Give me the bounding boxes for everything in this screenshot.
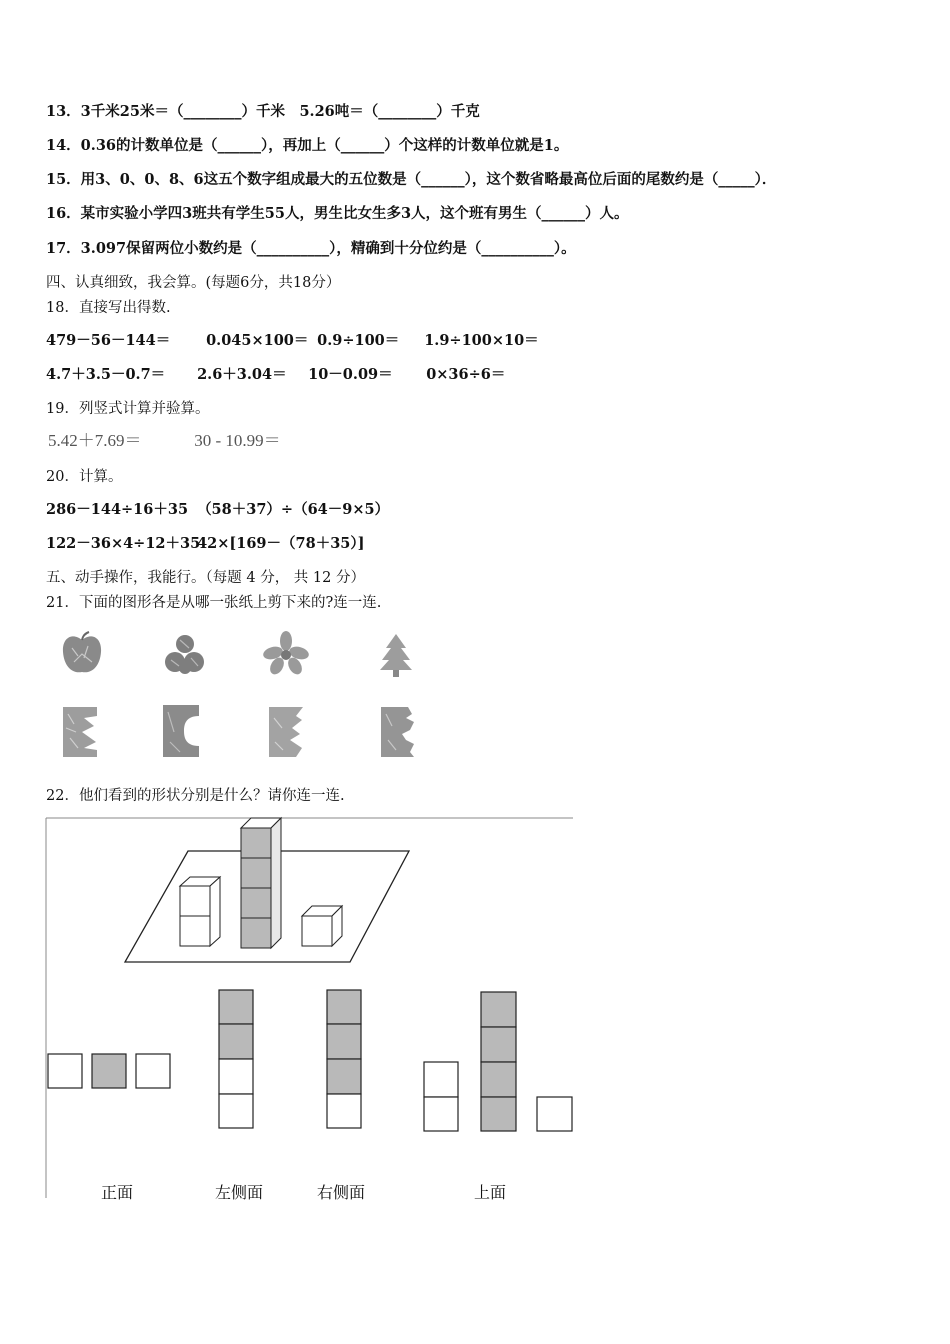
question-14: 14．0.36的计数单位是（______），再加上（______）个这样的计数单位就是1。 — [46, 137, 569, 154]
calc-item: 286－144÷16＋35 — [46, 501, 189, 518]
calc-item: 2.6＋3.04＝ — [197, 366, 287, 383]
calc-item: 42×[169－（78＋35）] — [197, 535, 365, 552]
front-view-shape — [48, 1054, 170, 1088]
question-15: 15．用3、0、0、8、6这五个数字组成最大的五位数是（______），这个数省略最高位后面的尾数约是（_____）． — [46, 171, 777, 188]
gray-cube-stack-4 — [241, 818, 281, 948]
calc-item: 0.045×100＝ — [206, 332, 309, 349]
white-cube-single — [302, 906, 342, 946]
calc-item: 0.9÷100＝ — [317, 332, 400, 349]
calc-item: 4.7＋3.5－0.7＝ — [46, 366, 166, 383]
calc-item: 0×36÷6＝ — [426, 366, 506, 383]
calc-item: 10－0.09＝ — [308, 366, 393, 383]
view-label-left: 左侧面 — [215, 1183, 264, 1202]
view-label-right: 右侧面 — [317, 1183, 366, 1202]
question-22-title: 22．他们看到的形状分别是什么？请你连一连. — [46, 788, 345, 804]
right-side-view-shape — [327, 990, 361, 1128]
top-view-shape-right — [537, 1097, 572, 1131]
left-side-view-shape — [219, 990, 253, 1128]
calc-item: 30 - 10.99＝ — [194, 431, 281, 450]
calc-item: 122－36×4÷12＋35 — [46, 535, 201, 552]
calc-item: （58＋37）÷（64－9×5） — [197, 501, 390, 518]
top-view-shape-middle — [481, 992, 516, 1131]
question-13: 13．3千米25米＝（________）千米 5.26吨＝（________）千克 — [46, 103, 480, 120]
question-17: 17．3.097保留两位小数约是（__________），精确到十分位约是（__________）。 — [46, 240, 576, 257]
calc-item: 5.42＋7.69＝ — [48, 431, 142, 450]
top-view-shape-left — [424, 1062, 458, 1131]
question-19-title: 19．列竖式计算并验算。 — [46, 401, 210, 417]
view-label-front: 正面 — [101, 1183, 134, 1202]
section-4-title: 四、认真细致，我会算。(每题6分，共18分） — [46, 275, 341, 291]
question-20-title: 20．计算。 — [46, 469, 123, 485]
white-cube-stack-2 — [180, 877, 220, 946]
view-label-top: 上面 — [474, 1183, 507, 1202]
calc-item: 479－56－144＝ — [46, 332, 171, 349]
calc-item: 1.9÷100×10＝ — [424, 332, 539, 349]
section-5-title: 五、动手操作，我能行。（每题 4 分， 共 12 分） — [46, 570, 365, 586]
question-18-title: 18．直接写出得数. — [46, 300, 171, 316]
question-21-title: 21．下面的图形各是从哪一张纸上剪下来的?连一连. — [46, 595, 382, 611]
question-16: 16．某市实验小学四3班共有学生55人，男生比女生多3人，这个班有男生（______）人。 — [46, 205, 629, 222]
